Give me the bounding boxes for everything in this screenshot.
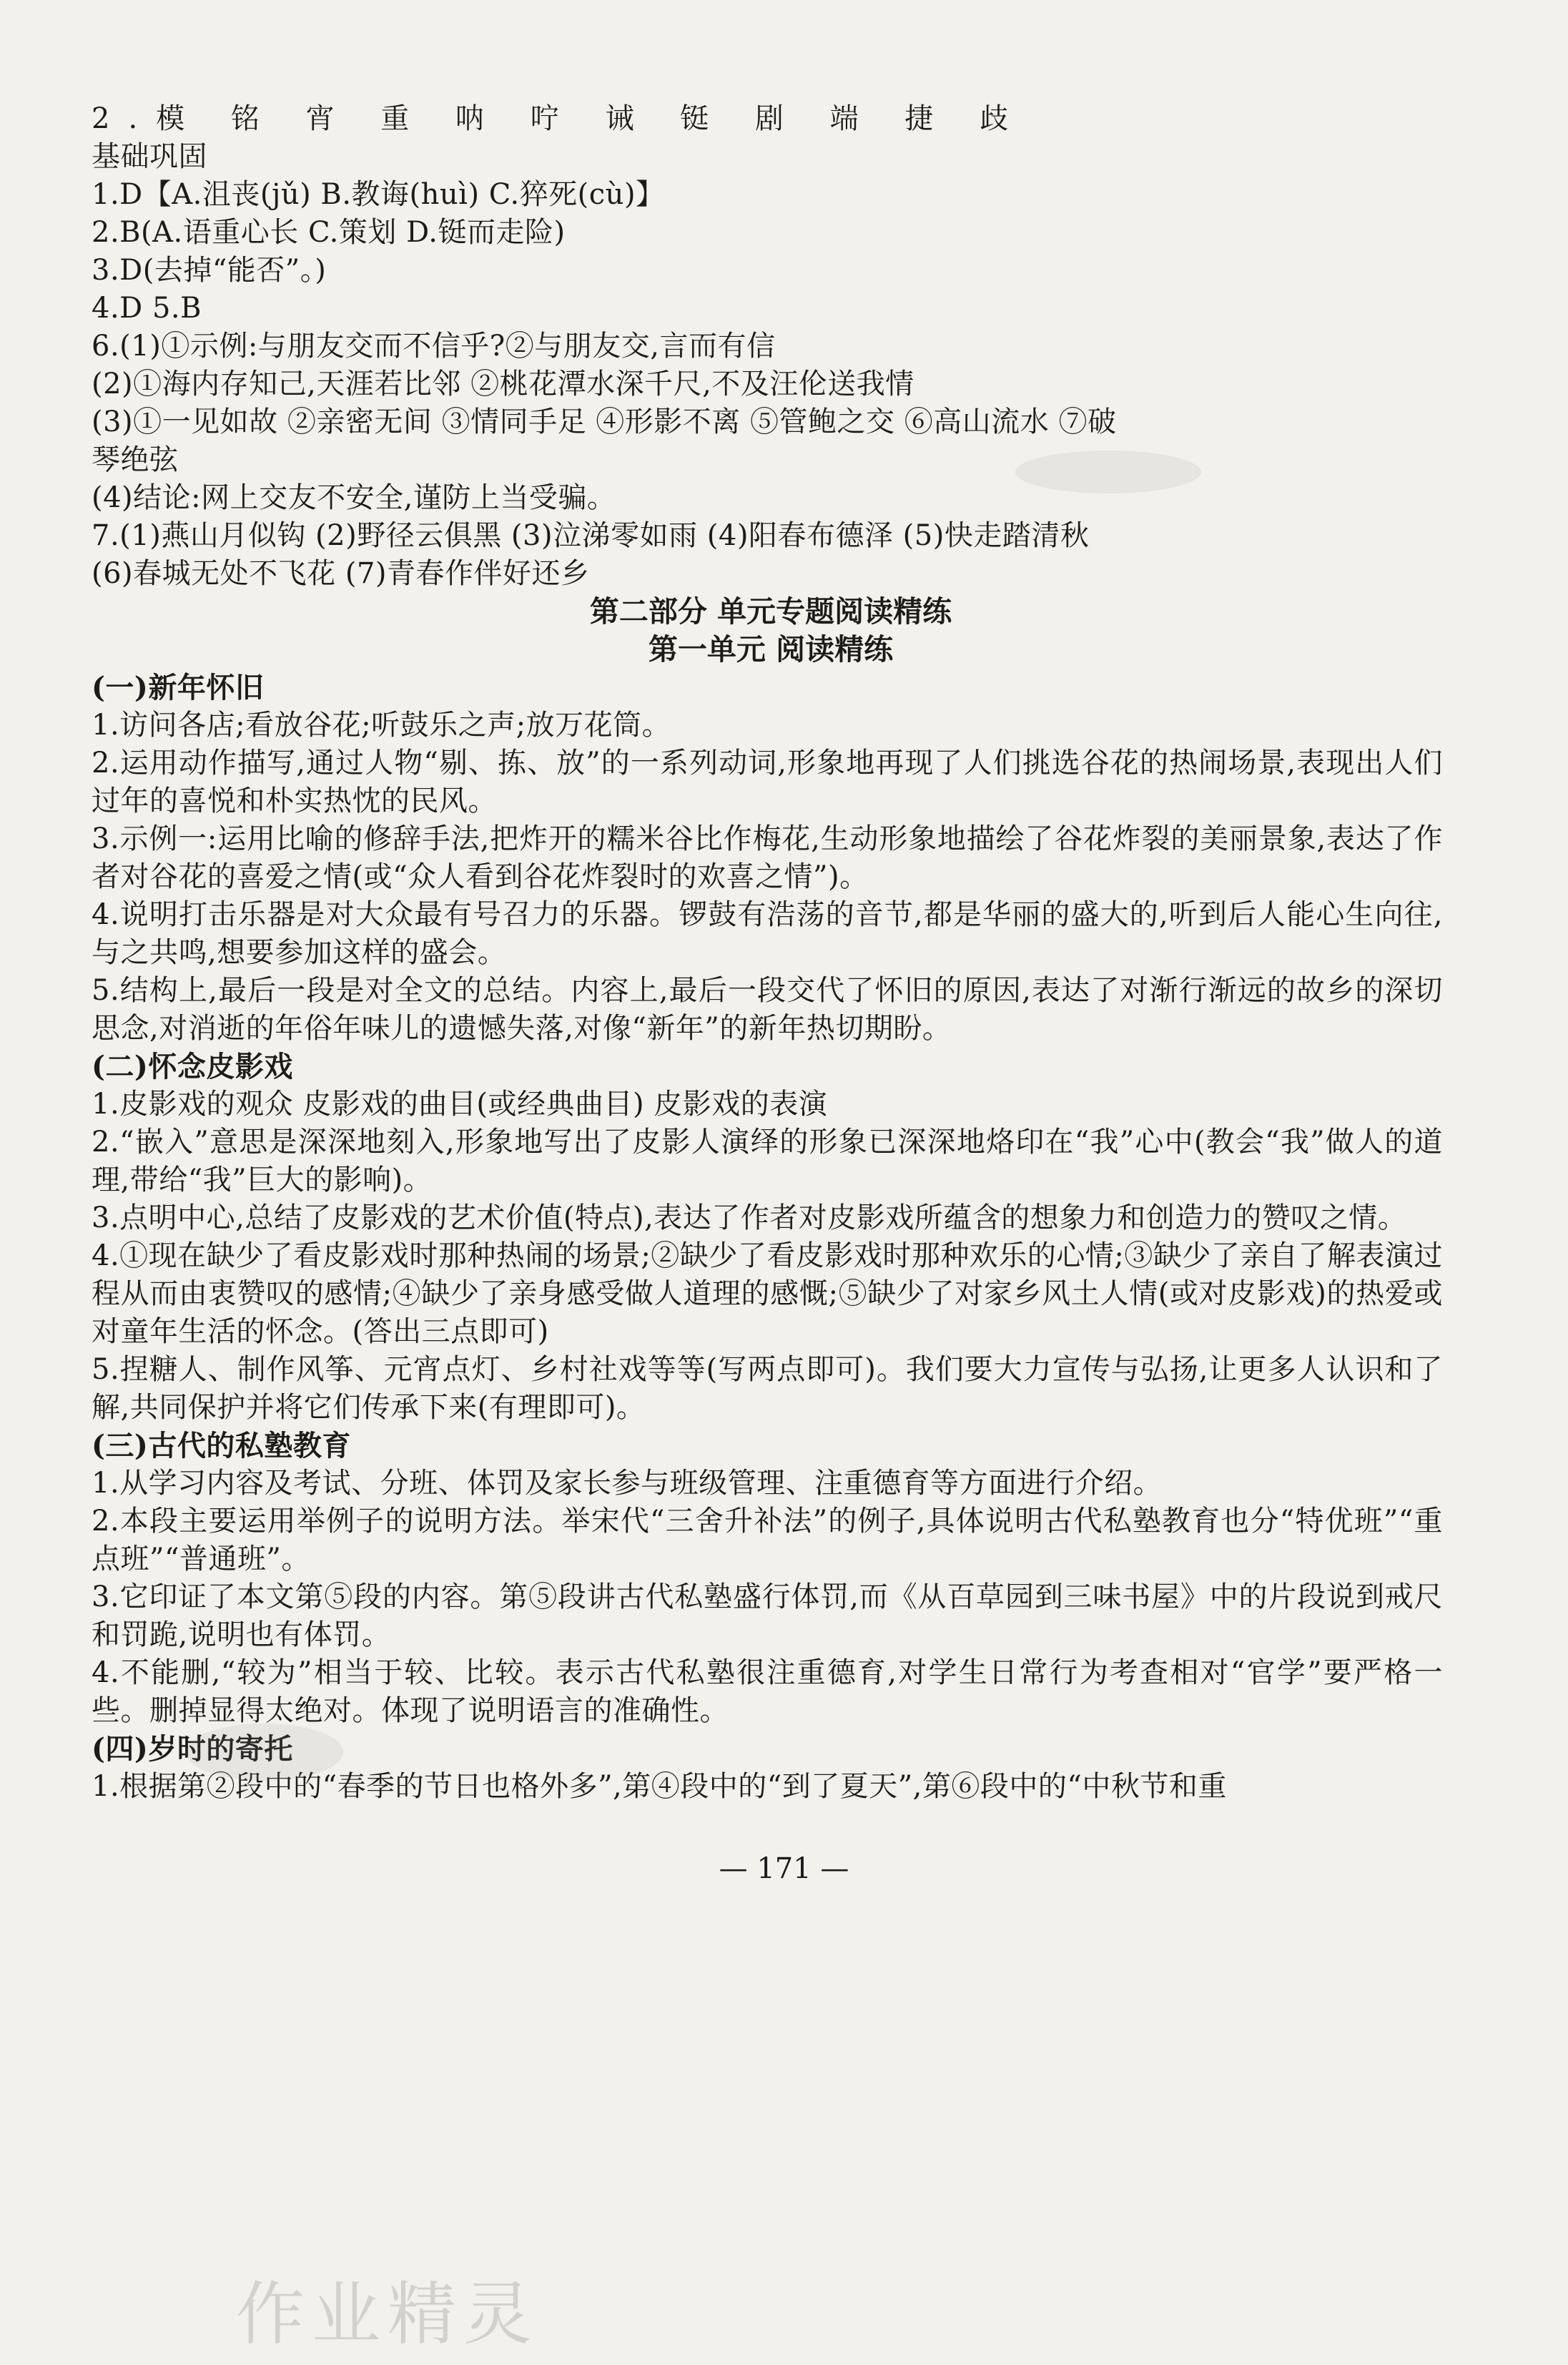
answer-paragraph: 4.说明打击乐器是对大众最有号召力的乐器。锣鼓有浩荡的音节,都是华丽的盛大的,听到后人能心生向往,与之共鸣,想要参加这样的盛会。	[92, 898, 1443, 969]
answer-line: (4)结论:网上交友不安全,谨防上当受骗。	[92, 481, 616, 514]
section-label-basics: 基础巩固	[92, 140, 207, 173]
answer-line: 6.(1)①示例:与朋友交而不信乎?②与朋友交,言而有信	[92, 330, 776, 363]
part-title: 第二部分 单元专题阅读精练	[589, 594, 952, 629]
unit-title: 第一单元 阅读精练	[648, 632, 894, 667]
answer-paragraph: 5.结构上,最后一段是对全文的总结。内容上,最后一段交代了怀旧的原因,表达了对渐行渐远的故乡的深切思念,对消逝的年俗年味儿的遗憾失落,对像“新年”的新年热切期盼。	[92, 974, 1443, 1045]
answer-paragraph: 4.不能删,“较为”相当于较、比较。表示古代私塾很注重德育,对学生日常行为考查相对“官学”要严格一些。删掉显得太绝对。体现了说明语言的准确性。	[92, 1656, 1443, 1727]
answer-line: (3)①一见如故 ②亲密无间 ③情同手足 ④形影不离 ⑤管鲍之交 ⑥高山流水 ⑦破	[92, 405, 1117, 438]
answer-paragraph: 3.点明中心,总结了皮影戏的艺术价值(特点),表达了作者对皮影戏所蕴含的想象力和创造力的赞叹之情。	[92, 1201, 1407, 1234]
answer-line: 琴绝弦	[92, 443, 179, 476]
passage-heading: (三)古代的私塾教育	[92, 1429, 351, 1462]
answer-paragraph: 2.本段主要运用举例子的说明方法。举宋代“三舍升补法”的例子,具体说明古代私塾教育也分“特优班”“重点班”“普通班”。	[92, 1505, 1443, 1575]
answer-content	[92, 100, 1450, 1806]
paper-smudge	[186, 1724, 343, 1781]
paper-smudge	[1015, 451, 1201, 493]
answer-line: 7.(1)燕山月似钩 (2)野径云俱黑 (3)泣涕零如雨 (4)阳春布德泽 (5)快走踏清秋	[92, 519, 1090, 552]
answer-paragraph: 4.①现在缺少了看皮影戏时那种热闹的场景;②缺少了看皮影戏时那种欢乐的心情;③缺少了亲自了解表演过程从而由衷赞叹的感情;④缺少了亲身感受做人道理的感慨;⑤缺少了对家乡风土人情(或对皮影戏)的热爱或对童年生活的怀念。(答出三点即可)	[92, 1239, 1443, 1348]
passage-heading: (一)新年怀旧	[92, 671, 265, 704]
answer-line: 3.D(去掉“能否”。)	[92, 254, 327, 287]
answer-paragraph: 5.捏糖人、制作风筝、元宵点灯、乡村社戏等等(写两点即可)。我们要大力宣传与弘扬,让更多人认识和了解,共同保护并将它们传承下来(有理即可)。	[92, 1353, 1443, 1424]
watermark-logo: 作业精灵	[236, 2274, 539, 2354]
answer-paragraph: 3.示例一:运用比喻的修辞手法,把炸开的糯米谷比作梅花,生动形象地描绘了谷花炸裂的美丽景象,表达了作者对谷花的喜爱之情(或“众人看到谷花炸裂时的欢喜之情”)。	[92, 822, 1443, 893]
answer-paragraph: 2.运用动作描写,通过人物“剔、拣、放”的一系列动词,形象地再现了人们挑选谷花的热闹场景,表现出人们过年的喜悦和朴实热忱的民风。	[92, 747, 1443, 817]
answer-line: 2.B(A.语重心长 C.策划 D.铤而走险)	[92, 216, 566, 249]
passage-heading: (二)怀念皮影戏	[92, 1050, 293, 1083]
answer-line: 1.根据第②段中的“春季的节日也格外多”,第④段中的“到了夏天”,第⑥段中的“中秋节和重	[92, 1770, 1227, 1803]
page-number: — 171 —	[719, 1852, 849, 1885]
vocab-answer-line: 2.模 铭 宵 重 呐 咛 诫 铤 剧 端 捷 歧	[92, 102, 1027, 135]
answer-line: 1.D【A.沮丧(jǔ) B.教诲(huì) C.猝死(cù)】	[92, 178, 665, 211]
passage-heading: (四)岁时的寄托	[92, 1732, 293, 1766]
answer-line: (2)①海内存知己,天涯若比邻 ②桃花潭水深千尺,不及汪伦送我情	[92, 368, 914, 400]
answer-line: 1.皮影戏的观众 皮影戏的曲目(或经典曲目) 皮影戏的表演	[92, 1088, 828, 1121]
answer-line: 1.从学习内容及考试、分班、体罚及家长参与班级管理、注重德育等方面进行介绍。	[92, 1467, 1163, 1500]
answer-line: 4.D 5.B	[92, 292, 202, 325]
answer-paragraph: 3.它印证了本文第⑤段的内容。第⑤段讲古代私塾盛行体罚,而《从百草园到三味书屋》中的片段说到戒尺和罚跪,说明也有体罚。	[92, 1580, 1443, 1651]
answer-paragraph: 2.“嵌入”意思是深深地刻入,形象地写出了皮影人演绎的形象已深深地烙印在“我”心中(教会“我”做人的道理,带给“我”巨大的影响)。	[92, 1126, 1443, 1196]
answer-line: (6)春城无处不飞花 (7)青春作伴好还乡	[92, 557, 590, 590]
answer-line: 1.访问各店;看放谷花;听鼓乐之声;放万花筒。	[92, 709, 671, 742]
